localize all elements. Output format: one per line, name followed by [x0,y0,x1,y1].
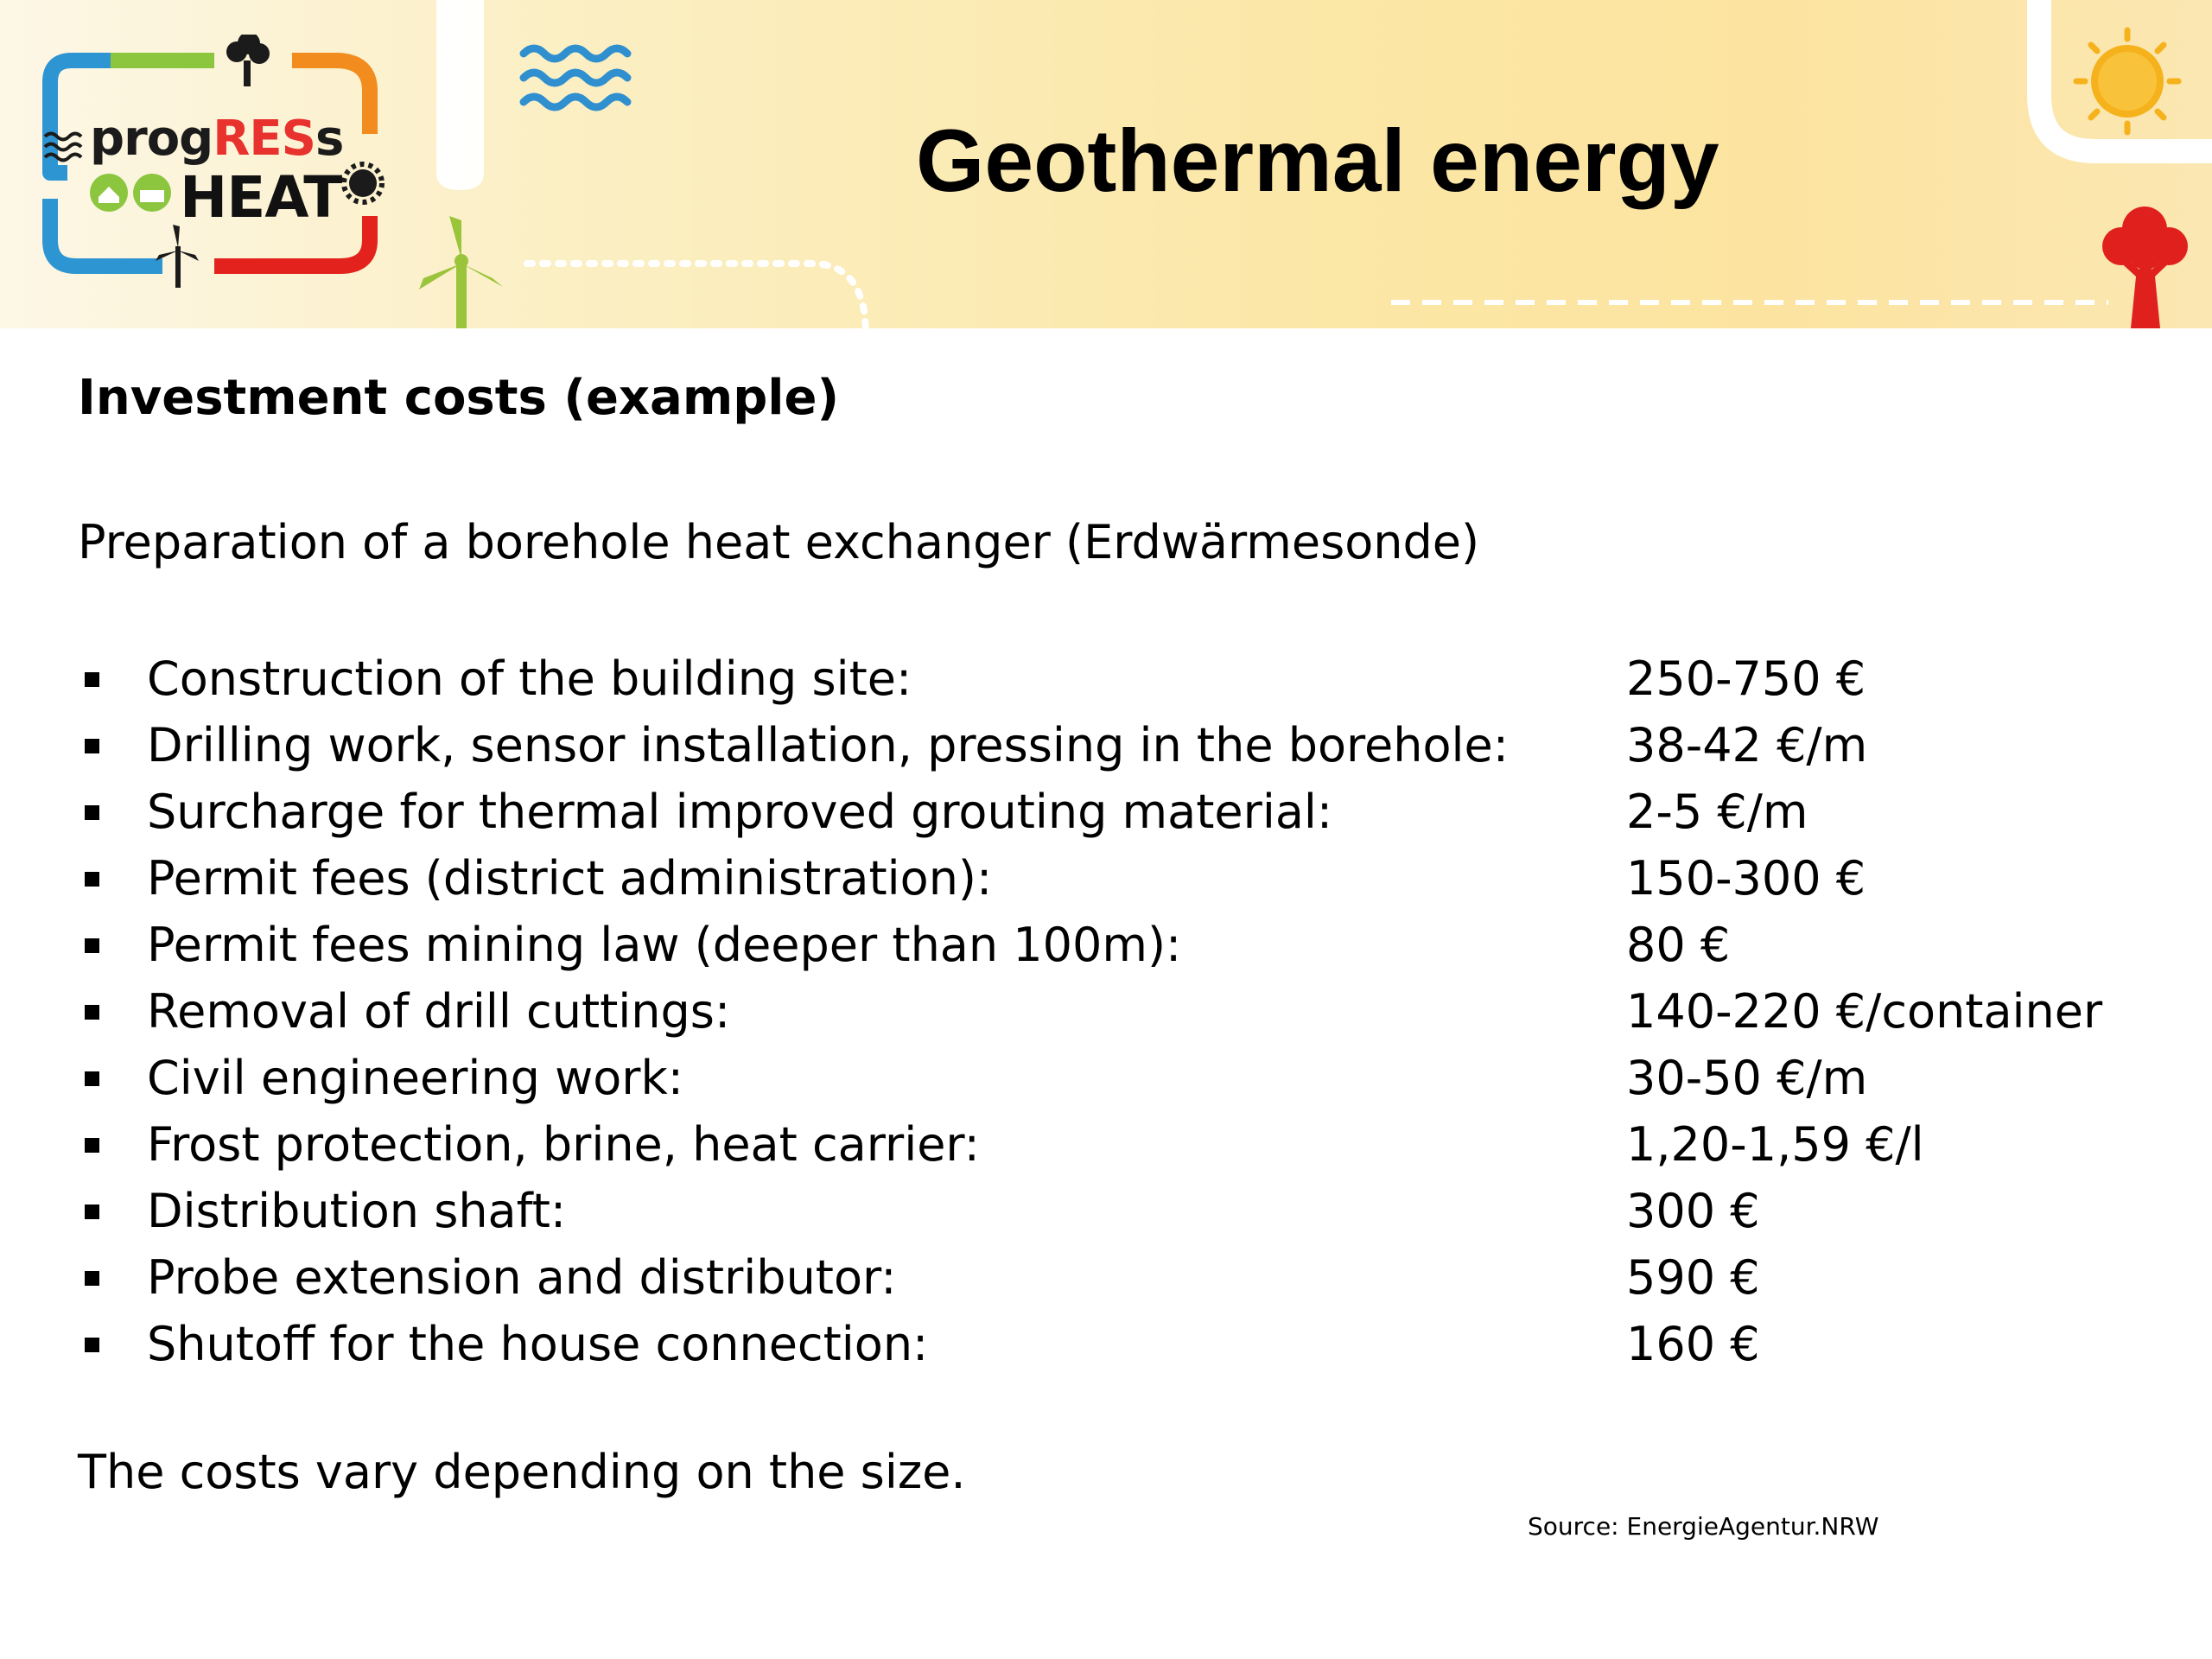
list-item [78,1315,2152,1382]
note-text: The costs vary depending on the size. [78,1445,966,1499]
cost-item-label: Drilling work, sensor installation, pressing in the borehole: [147,718,1509,772]
section-heading: Investment costs (example) [78,370,840,426]
cost-item-label: Construction of the building site: [147,652,912,706]
tree-icon [2102,207,2188,328]
list-item [78,1182,2152,1249]
progressheat-logo [41,35,396,302]
list-item [78,916,2152,982]
bullet-icon [85,1271,99,1286]
bullet-icon [85,1138,99,1153]
bullet-icon [85,938,99,953]
cost-item-label: Permit fees (district administration): [147,851,993,906]
waves-icon [524,48,627,107]
list-item [78,650,2152,716]
cost-item-value: 300 € [1626,1184,1760,1238]
bullet-icon [85,1005,99,1020]
list-item [78,783,2152,849]
slide-header [0,0,2212,328]
bullet-icon [85,805,99,820]
sun-icon [2076,30,2178,132]
cost-item-value: 590 € [1626,1250,1760,1305]
cost-item-value: 2-5 €/m [1626,785,1808,839]
logo-gear-icon [344,164,382,202]
list-item [78,1049,2152,1116]
list-item [78,849,2152,916]
list-item [78,1116,2152,1182]
logo-wordmark-top [90,111,343,167]
cost-item-label: Removal of drill cuttings: [147,984,731,1039]
cost-item-label: Frost protection, brine, heat carrier: [147,1117,980,1172]
cost-item-label: Shutoff for the house connection: [147,1317,929,1371]
logo-text-s: s [315,111,344,167]
logo-tree-icon [226,35,270,86]
cost-item-value: 150-300 € [1626,851,1866,906]
cost-item-value: 160 € [1626,1317,1760,1371]
bullet-icon [85,739,99,753]
list-item [78,982,2152,1049]
cost-item-label: Permit fees mining law (deeper than 100m): [147,918,1182,972]
logo-text-res: RES [213,111,315,167]
source-citation: Source: EnergieAgentur.NRW [1528,1512,1879,1541]
bullet-icon [85,1338,99,1352]
cost-item-label: Surcharge for thermal improved grouting material: [147,785,1333,839]
bullet-icon [85,672,99,687]
cost-item-value: 250-750 € [1626,652,1866,706]
list-item [78,1249,2152,1315]
bullet-icon [85,1071,99,1086]
list-item [78,716,2152,783]
cost-item-label: Distribution shaft: [147,1184,567,1238]
cost-item-value: 30-50 €/m [1626,1051,1868,1105]
cost-item-label: Civil engineering work: [147,1051,683,1105]
wind-turbine-icon [419,216,503,328]
cost-item-label: Probe extension and distributor: [147,1250,897,1305]
logo-turbine-icon [156,225,199,288]
cost-item-value: 38-42 €/m [1626,718,1868,772]
slide-title: Geothermal energy [916,111,1719,210]
bullet-icon [85,1205,99,1219]
cost-item-value: 80 € [1626,918,1731,972]
bullet-icon [85,872,99,887]
cost-item-value: 1,20-1,59 €/l [1626,1117,1924,1172]
cost-list [78,650,2152,1382]
logo-text-prog: prog [90,111,213,167]
intro-text: Preparation of a borehole heat exchanger (Erdwärmesonde) [78,515,1480,569]
logo-wordmark-heat: HEAT [180,164,342,231]
cost-item-value: 140-220 €/container [1626,984,2103,1039]
